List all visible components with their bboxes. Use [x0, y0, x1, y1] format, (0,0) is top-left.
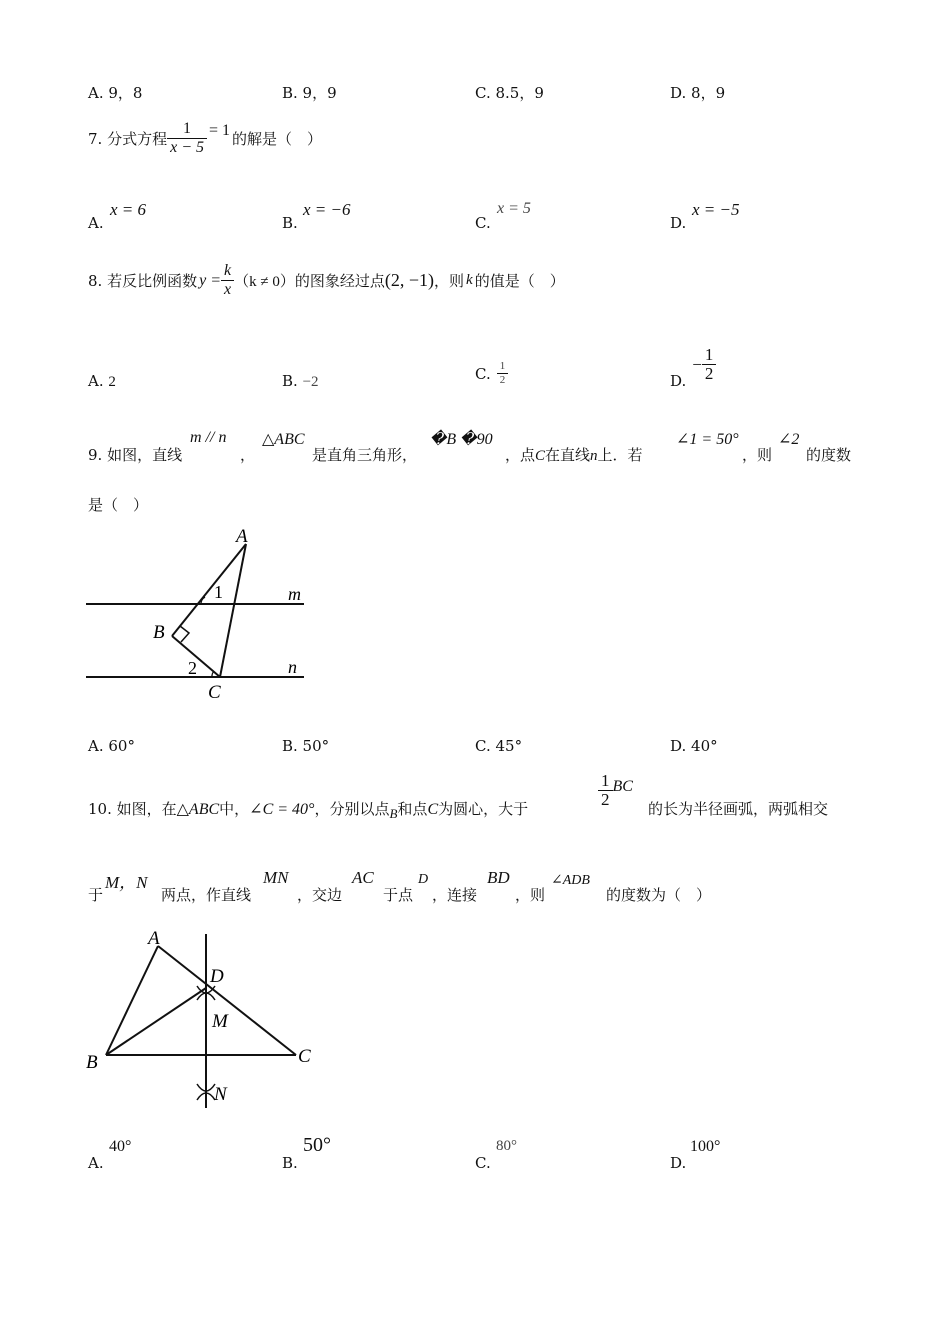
q8-option-c-den: 2: [499, 374, 506, 386]
q10-l2-b: 两点，作直线: [161, 886, 252, 904]
q10-option-b-math: 50°: [303, 1134, 331, 1156]
q10-t2: 和点: [397, 800, 428, 818]
q9-label-1: 1: [214, 582, 223, 602]
q9-then: ，则: [742, 446, 773, 464]
q10-mid: 中，: [219, 800, 250, 818]
q7-stem: [88, 120, 322, 157]
q7-prefix: 7. 分式方程: [88, 130, 168, 148]
q9-point-c-b: 在直线: [545, 446, 591, 464]
q9-n: n: [590, 448, 598, 464]
q10-t1: ，分别以点: [314, 800, 390, 818]
q7-eq: = 1: [209, 121, 231, 139]
q8-suffix-a: ，则: [434, 272, 465, 290]
q9-comma: ，: [240, 446, 256, 464]
q10-label-n: N: [214, 1084, 227, 1105]
q9-option-b: B. 50°: [282, 737, 330, 755]
q8-option-d-num: 1: [702, 346, 717, 365]
q7-option-b: [282, 214, 298, 232]
q8-option-a-letter: A.: [88, 372, 104, 390]
q10-bd: BD: [487, 868, 510, 887]
q9-label-a: A: [236, 526, 248, 547]
q10-l2-a: 于: [88, 886, 104, 904]
q8-option-d-letter: D.: [670, 371, 687, 390]
q10-ac: AC: [352, 868, 374, 887]
q8-option-b-letter: B.: [282, 372, 298, 390]
q10-figure: [80, 920, 330, 1115]
q10-half-fraction: [598, 772, 613, 809]
q9-label-2: 2: [188, 658, 197, 678]
q9-tail: 的度数: [806, 446, 852, 464]
q7-option-a-letter: A.: [88, 214, 104, 232]
q9-triangle: △ABC: [262, 431, 305, 448]
q9-point-c-a: ，点: [505, 446, 536, 464]
q10-d: D: [418, 872, 429, 887]
q10-mn: MN: [263, 868, 289, 887]
q7-frac-den: x − 5: [170, 139, 204, 156]
q9-label-n: n: [288, 657, 297, 677]
q10-half-den: 2: [601, 790, 610, 809]
q8-point: (2, −1): [384, 270, 434, 290]
q10-b: B: [389, 806, 398, 821]
q8-option-d-den: 2: [704, 364, 714, 383]
q9-figure: [80, 520, 320, 710]
q10-option-a-letter: A.: [88, 1154, 104, 1172]
q8-option-c-fraction: [497, 360, 509, 387]
q10-l2-f: ，则: [515, 886, 546, 904]
q7-option-b-math: x = −6: [303, 200, 351, 219]
q10-t3: 为圆心，大于: [438, 800, 529, 818]
q8-option-c-letter: C.: [475, 365, 491, 383]
q10-angle-c: ∠C = 40°: [249, 801, 315, 818]
q7-option-c-math: x = 5: [497, 200, 531, 217]
q8-mid: 的图象经过点: [294, 272, 385, 290]
q10-label-c: C: [298, 1046, 311, 1067]
q10-label-a: A: [148, 928, 160, 949]
q10-half-num: 1: [598, 772, 613, 791]
q10-label-b: B: [86, 1052, 98, 1073]
q10-bc: BC: [612, 778, 633, 795]
q8-frac-den: x: [224, 281, 232, 298]
q9-side-ac: [220, 544, 246, 677]
q9-is-right: 是直角三角形，: [312, 446, 418, 464]
q9-angle1: ∠1 = 50°: [676, 431, 739, 448]
q10-adb: ∠ADB: [551, 873, 590, 888]
q7-option-b-letter: B.: [282, 214, 298, 232]
q10-option-c-letter: C.: [475, 1154, 491, 1172]
q7-frac-num: 1: [167, 120, 207, 139]
q9-parallel: m // n: [190, 429, 227, 446]
q10-option-a-math: 40°: [109, 1138, 132, 1155]
q10-t4: 的长为半径画弧，两弧相交: [648, 800, 829, 818]
q8-fraction: [221, 262, 234, 299]
q8-option-c-num: 1: [497, 360, 509, 374]
q6-option-c: C. 8.5，9: [475, 84, 544, 102]
q8-option-d: [670, 345, 716, 390]
q8-option-b-math: −2: [302, 374, 319, 390]
q10-l2-d: 于点: [383, 886, 414, 904]
q10-option-d-math: 100°: [690, 1138, 721, 1155]
q10-option-d-letter: D.: [670, 1154, 687, 1172]
q10-label-m: M: [212, 1011, 228, 1032]
q9-option-d: D. 40°: [670, 737, 718, 755]
q10-half-bc: [598, 772, 633, 809]
q9-angle2: ∠2: [778, 431, 800, 448]
q10-triangle: △ABC: [176, 801, 220, 818]
q9-label-m: m: [288, 584, 301, 604]
q8-option-a-math: 2: [108, 374, 116, 390]
q8-option-a: [88, 372, 116, 391]
q10-label-d: D: [210, 966, 224, 987]
q8-k: k: [466, 272, 473, 288]
q10-side-ac: [158, 946, 296, 1055]
q8-suffix-b: 的值是（ ）: [474, 272, 565, 290]
q7-option-c: [475, 214, 491, 232]
q8-frac-num: k: [221, 262, 234, 281]
q10-line1: [88, 798, 528, 819]
q8-option-c: [475, 360, 508, 387]
q10-mn-pts: M，N: [105, 873, 148, 892]
q9-c-text: [505, 444, 643, 465]
q8-y-eq: y =: [199, 271, 221, 289]
q9-c: C: [535, 448, 546, 464]
q7-suffix: 的解是（ ）: [232, 130, 323, 148]
q9-prefix: 9. 如图，直线: [88, 446, 183, 464]
q10-l2-g: 的度数为（ ）: [606, 886, 712, 904]
q9-line2: 是（ ）: [88, 496, 149, 514]
q8-option-d-fraction: [702, 346, 717, 383]
q7-option-c-letter: C.: [475, 214, 491, 232]
q8-option-b: [282, 372, 319, 391]
q9-right-angle-mark: [180, 626, 189, 642]
q7-fraction: [167, 120, 207, 157]
q9-option-c: C. 45°: [475, 737, 523, 755]
q6-option-b: B. 9，9: [282, 84, 337, 102]
q8-option-d-sign: −: [692, 354, 702, 374]
q7-option-d-letter: D.: [670, 214, 687, 232]
q10-option-c-math: 80°: [496, 1138, 517, 1154]
q9-option-a: A. 60°: [88, 737, 135, 755]
q9-angle-b: �B �90: [430, 431, 493, 448]
q9-on: 上．若: [597, 446, 643, 464]
q8-stem: [88, 262, 565, 299]
q6-option-d: D. 8，9: [670, 84, 726, 102]
q7-option-a-math: x = 6: [110, 200, 147, 219]
q10-prefix: 10. 如图，在: [88, 800, 177, 818]
q7-option-a: [88, 214, 104, 232]
q6-option-a: A. 9，8: [88, 84, 143, 102]
q9-label-b: B: [153, 622, 165, 643]
q10-c: C: [427, 801, 439, 818]
q10-option-b-letter: B.: [282, 1154, 298, 1172]
q8-condition: （k ≠ 0）: [234, 274, 295, 290]
q8-prefix: 8. 若反比例函数: [88, 272, 198, 290]
q7-option-d-math: x = −5: [692, 200, 740, 219]
q7-option-d: [670, 214, 686, 232]
q9-side-ab: [172, 544, 246, 636]
q9-label-c: C: [208, 682, 221, 703]
q10-l2-c: ，交边: [297, 886, 343, 904]
q10-l2-e: ，连接: [432, 886, 478, 904]
